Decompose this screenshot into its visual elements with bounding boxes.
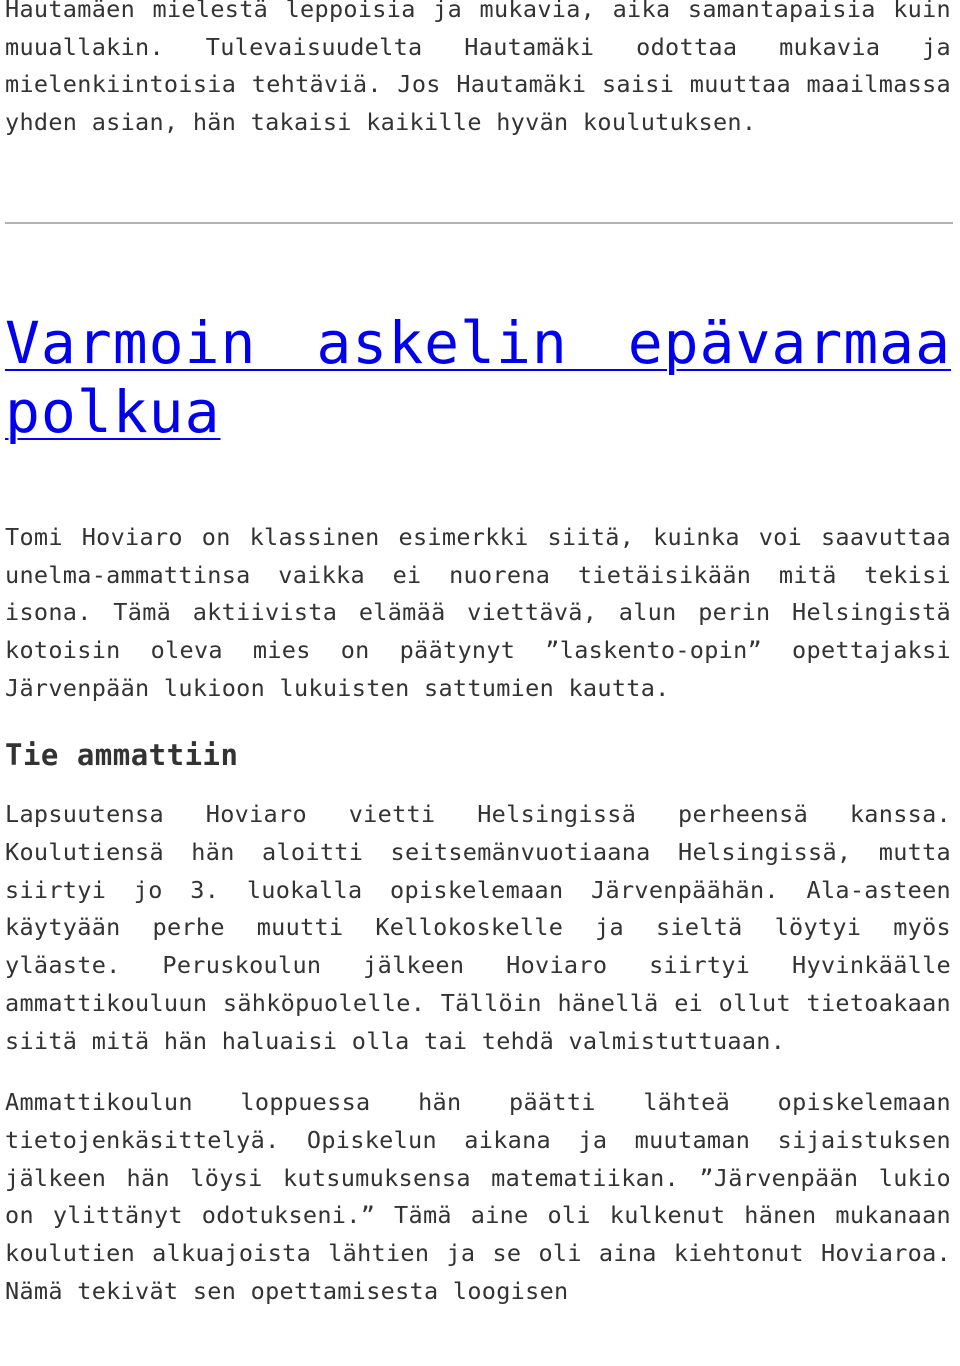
article-title-link[interactable]: Varmoin askelin epävarmaa polkua: [5, 308, 951, 446]
body-paragraph-2: Ammattikoulun loppuessa hän päätti lähteä opiskelemaan tietojenkäsittelyä. Opiskelun aikana ja muutaman sijaistuksen jälkeen hän löysi kutsumuksensa matematiikan. ”Järvenpään lukio on ylittänyt odotukseni.” Tämä aine oli kulkenut hänen mukanaan koulutien alkuajoista lähtien ja se oli aina kiehtonut Hoviaroa. Nämä tekivät sen opettamisesta loogisen: [5, 1088, 951, 1305]
intro-paragraph: Hautamäen mielestä leppoisia ja mukavia, aika samantapaisia kuin muuallakin. Tulevaisuudelta Hautamäki odottaa mukavia ja mielenkiintoisia tehtäviä. Jos Hautamäki saisi muuttaa maailmassa yhden asian, hän takaisi kaikille hyvän koulutuksen.: [5, 0, 951, 137]
article-divider: [5, 222, 953, 224]
lead-paragraph: Tomi Hoviaro on klassinen esimerkki siitä, kuinka voi saavuttaa unelma-ammattinsa vaikka ei nuorena tietäisikään mitä tekisi isona. Tämä aktiivista elämää viettävä, alun perin Helsingistä kotoisin oleva mies on päätynyt ”laskento-opin” opettajaksi Järvenpään lukioon lukuisten sattumien kautta.: [5, 522, 951, 702]
section-heading: Tie ammattiin: [5, 738, 239, 773]
article-title: [5, 309, 951, 447]
body-paragraph-1: Lapsuutensa Hoviaro vietti Helsingissä perheensä kanssa. Koulutiensä hän aloitti seitsemänvuotiaana Helsingissä, mutta siirtyi jo 3. luokalla opiskelemaan Järvenpäähän. Ala-asteen käytyään perhe muutti Kellokoskelle ja sieltä löytyi myös yläaste. Peruskoulun jälkeen Hoviaro siirtyi Hyvinkäälle ammattikouluun sähköpuolelle. Tällöin hänellä ei ollut tietoakaan siitä mitä hän haluaisi olla tai tehdä valmistuttuaan.: [5, 800, 951, 1055]
article-page: [5, 0, 951, 1310]
